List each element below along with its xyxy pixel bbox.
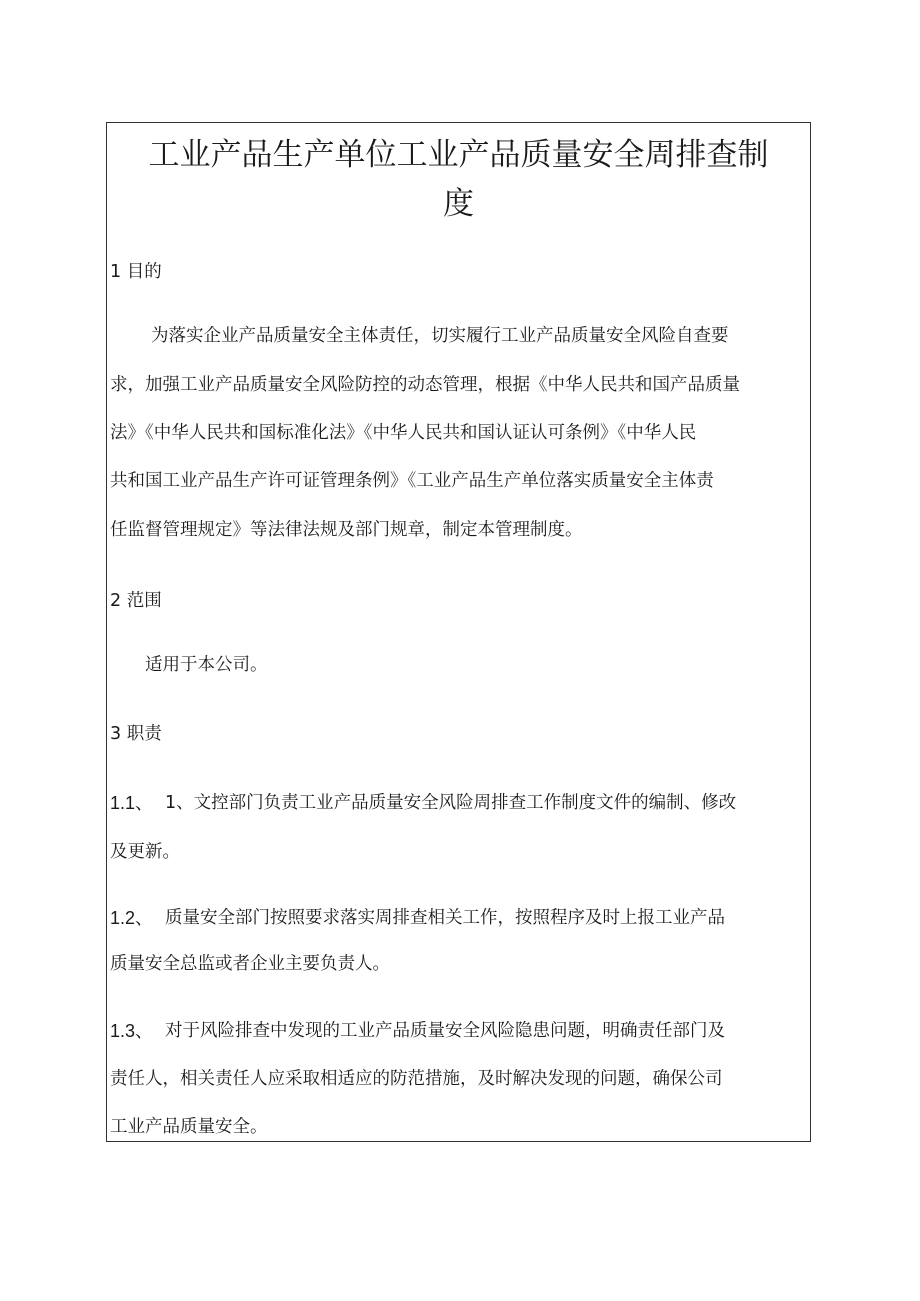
duty-item-number: 1.3、 <box>110 1021 154 1041</box>
duty-item-line: 责任人，相关责任人应采取相适应的防范措施，及时解决发现的问题，确保公司 <box>110 1069 723 1089</box>
purpose-line: 求，加强工业产品质量安全风险防控的动态管理，根据《中华人民共和国产品质量 <box>110 375 740 395</box>
document-title-continued: 度 <box>443 186 474 222</box>
purpose-line: 法》《中华人民共和国标准化法》《中华人民共和国认证认可条例》《中华人民 <box>110 423 697 443</box>
duty-item-number: 1.1、 <box>110 793 154 813</box>
duty-item-number: 1.2、 <box>110 908 154 928</box>
section-heading-scope: 2 范围 <box>110 591 162 611</box>
duty-item-line: 1、文控部门负责工业产品质量安全风险周排查工作制度文件的编制、修改 <box>165 793 737 813</box>
purpose-line: 任监督管理规定》等法律法规及部门规章，制定本管理制度。 <box>110 520 583 540</box>
purpose-line: 共和国工业产品生产许可证管理条例》《工业产品生产单位落实质量安全主体责 <box>110 471 714 491</box>
document-title: 工业产品生产单位工业产品质量安全周排查制 <box>148 137 769 173</box>
duty-item-line: 对于风险排查中发现的工业产品质量安全风险隐患问题，明确责任部门及 <box>165 1021 725 1041</box>
duty-item-line: 质量安全部门按照要求落实周排查相关工作，按照程序及时上报工业产品 <box>165 908 725 928</box>
scope-text: 适用于本公司。 <box>145 655 268 675</box>
duty-item-line: 工业产品质量安全。 <box>110 1117 268 1137</box>
document-frame <box>106 122 811 1142</box>
purpose-line: 为落实企业产品质量安全主体责任，切实履行工业产品质量安全风险自查要 <box>151 326 729 346</box>
section-heading-purpose: 1 目的 <box>110 262 162 282</box>
duty-item-line: 及更新。 <box>110 842 180 862</box>
duty-item-line: 质量安全总监或者企业主要负责人。 <box>110 954 390 974</box>
section-heading-duties: 3 职责 <box>110 724 162 744</box>
